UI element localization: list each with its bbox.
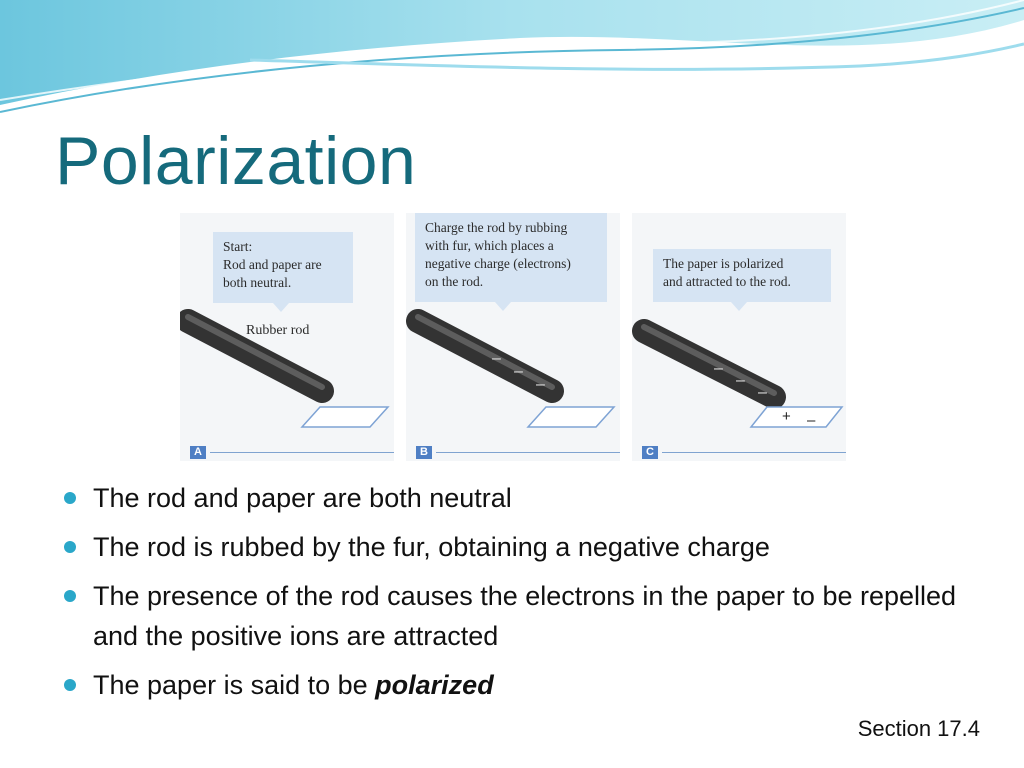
negative-charge: –	[714, 360, 723, 377]
bullet-text: The paper is said to be	[93, 670, 376, 700]
bullet-text: The rod and paper are both neutral	[93, 483, 512, 513]
callout-line: with fur, which places a	[425, 238, 554, 253]
callout-line: and attracted to the rod.	[663, 274, 791, 289]
callout-line: on the rod.	[425, 274, 484, 289]
panel-rule	[436, 452, 620, 453]
panel-c	[632, 213, 846, 461]
negative-charge: –	[758, 384, 767, 401]
paper-piece	[302, 407, 388, 427]
callout-line: Rod and paper are	[223, 257, 322, 272]
section-footer: Section 17.4	[857, 716, 980, 741]
positive-charge: +	[782, 408, 791, 425]
bullet-text: The rod is rubbed by the fur, obtaining a negative charge	[93, 532, 770, 562]
negative-charge: –	[807, 412, 816, 429]
bullet-dot-icon	[64, 590, 76, 602]
bullet-item	[62, 478, 1002, 518]
callout-line: The paper is polarized	[663, 256, 784, 271]
negative-charge: –	[492, 350, 501, 367]
bullet-emphasis: polarized	[375, 670, 494, 700]
panel-b	[406, 213, 620, 461]
bullet-dot-icon	[64, 492, 76, 504]
panel-tag: C	[642, 446, 658, 459]
panel-a	[180, 213, 394, 461]
panel-rule	[662, 452, 846, 453]
rubber-rod	[644, 331, 774, 397]
bullet-item	[62, 527, 1002, 567]
bullet-dot-icon	[64, 541, 76, 553]
rod-label: Rubber rod	[246, 323, 310, 338]
bullet-item	[62, 665, 1002, 705]
callout-line: Charge the rod by rubbing	[425, 220, 568, 235]
paper-piece	[528, 407, 614, 427]
slide-title: Polarization	[55, 123, 417, 199]
panel-b-illustration	[406, 213, 620, 461]
callout-line: both neutral.	[223, 275, 292, 290]
bullet-list	[62, 478, 1002, 714]
negative-charge: –	[736, 372, 745, 389]
callout-line: negative charge (electrons)	[425, 256, 571, 271]
negative-charge: –	[514, 363, 523, 380]
bullet-dot-icon	[64, 679, 76, 691]
callout-line: Start:	[223, 239, 253, 254]
bullet-item	[62, 576, 1002, 656]
paper-piece	[751, 407, 842, 427]
panel-tag: A	[190, 446, 206, 459]
panel-a-illustration	[180, 213, 394, 461]
rubber-rod	[188, 321, 322, 391]
bullet-text: The presence of the rod causes the electrons in the paper to be repelled and the positive ions are attracted	[93, 581, 957, 651]
panel-rule	[210, 452, 394, 453]
rubber-rod	[418, 321, 552, 391]
panel-c-illustration	[632, 213, 846, 461]
header-wave-decoration	[0, 0, 1024, 120]
negative-charge: –	[536, 376, 545, 393]
panel-tag: B	[416, 446, 432, 459]
polarization-figure	[180, 213, 844, 461]
